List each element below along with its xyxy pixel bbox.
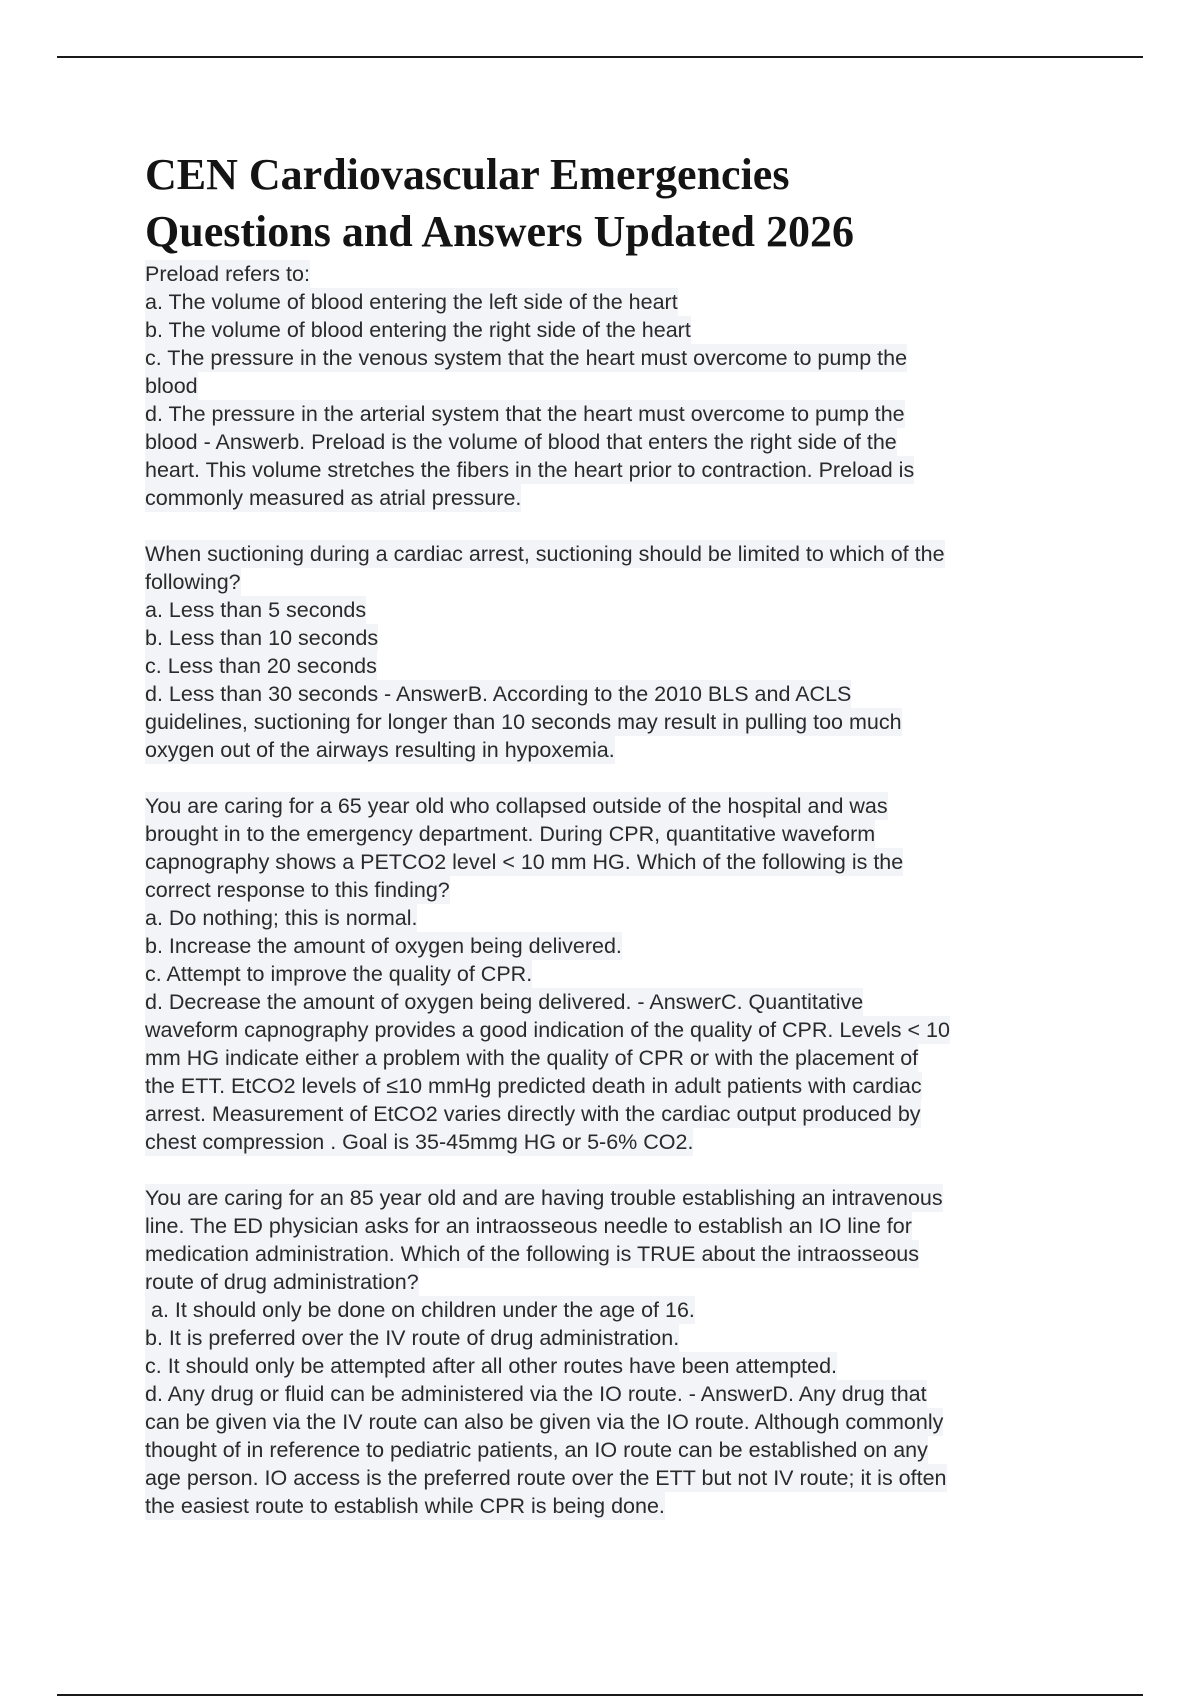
question-4-line: d. Any drug or fluid can be administered via the IO route. - AnswerD. Any drug that — [145, 1382, 927, 1406]
question-3-line: b. Increase the amount of oxygen being delivered. — [145, 934, 622, 958]
question-3-line: a. Do nothing; this is normal. — [145, 906, 418, 930]
question-3-line: waveform capnography provides a good indication of the quality of CPR. Levels < 10 — [145, 1018, 950, 1042]
question-1-line: blood - Answerb. Preload is the volume of blood that enters the right side of the — [145, 430, 897, 454]
question-1-line: d. The pressure in the arterial system that the heart must overcome to pump the — [145, 402, 905, 426]
question-1-line: Preload refers to: — [145, 262, 310, 286]
question-1-line: b. The volume of blood entering the right side of the heart — [145, 318, 691, 342]
question-3-line: arrest. Measurement of EtCO2 varies directly with the cardiac output produced by — [145, 1102, 921, 1126]
title-line-2: Questions and Answers Updated 2026 — [145, 207, 855, 256]
question-block-1 — [145, 260, 1075, 512]
question-4-line: line. The ED physician asks for an intraosseous needle to establish an IO line for — [145, 1214, 912, 1238]
question-4-line: medication administration. Which of the following is TRUE about the intraosseous — [145, 1242, 919, 1266]
document-title — [145, 146, 1075, 260]
question-1-line: c. The pressure in the venous system that the heart must overcome to pump the — [145, 346, 908, 370]
question-3-line: d. Decrease the amount of oxygen being delivered. - AnswerC. Quantitative — [145, 990, 864, 1014]
question-4-line: the easiest route to establish while CPR is being done. — [145, 1494, 665, 1518]
question-4-line: age person. IO access is the preferred route over the ETT but not IV route; it is often — [145, 1466, 947, 1490]
question-block-3 — [145, 792, 1075, 1156]
question-2-line: guidelines, suctioning for longer than 10 seconds may result in pulling too much — [145, 710, 902, 734]
question-4-line: can be given via the IV route can also be given via the IO route. Although commonly — [145, 1410, 944, 1434]
question-3-line: You are caring for a 65 year old who collapsed outside of the hospital and was — [145, 794, 888, 818]
question-4-line: b. It is preferred over the IV route of drug administration. — [145, 1326, 680, 1350]
question-3-line: c. Attempt to improve the quality of CPR. — [145, 962, 533, 986]
question-4-line: c. It should only be attempted after all other routes have been attempted. — [145, 1354, 838, 1378]
question-3-line: correct response to this finding? — [145, 878, 450, 902]
question-4-line: You are caring for an 85 year old and are having trouble establishing an intravenous — [145, 1186, 943, 1210]
top-rule — [57, 56, 1143, 58]
question-3-line: the ETT. EtCO2 levels of ≤10 mmHg predicted death in adult patients with cardiac — [145, 1074, 922, 1098]
question-2-line: b. Less than 10 seconds — [145, 626, 379, 650]
question-3-line: chest compression . Goal is 35-45mmg HG or 5-6% CO2. — [145, 1130, 694, 1154]
question-block-2 — [145, 540, 1075, 764]
question-2-line: a. Less than 5 seconds — [145, 598, 367, 622]
question-3-line: mm HG indicate either a problem with the quality of CPR or with the placement of — [145, 1046, 919, 1070]
question-3-line: brought in to the emergency department. During CPR, quantitative waveform — [145, 822, 876, 846]
question-4-line: a. It should only be done on children under the age of 16. — [145, 1296, 695, 1324]
question-2-line: following? — [145, 570, 241, 594]
question-1-line: heart. This volume stretches the fibers in the heart prior to contraction. Preload is — [145, 458, 915, 482]
document-body — [145, 146, 1075, 1520]
question-1-line: blood — [145, 374, 198, 398]
question-4-line: thought of in reference to pediatric patients, an IO route can be established on any — [145, 1438, 928, 1462]
question-1-line: a. The volume of blood entering the left side of the heart — [145, 290, 678, 314]
title-line-1: CEN Cardiovascular Emergencies — [145, 150, 790, 199]
question-2-line: oxygen out of the airways resulting in hypoxemia. — [145, 738, 615, 762]
question-3-line: capnography shows a PETCO2 level < 10 mm HG. Which of the following is the — [145, 850, 904, 874]
question-1-line: commonly measured as atrial pressure. — [145, 486, 522, 510]
bottom-rule — [57, 1694, 1143, 1696]
question-4-line: route of drug administration? — [145, 1270, 419, 1294]
question-2-line: c. Less than 20 seconds — [145, 654, 377, 678]
question-2-line: d. Less than 30 seconds - AnswerB. According to the 2010 BLS and ACLS — [145, 682, 852, 706]
question-block-4 — [145, 1184, 1075, 1520]
question-2-line: When suctioning during a cardiac arrest, suctioning should be limited to which of the — [145, 542, 945, 566]
